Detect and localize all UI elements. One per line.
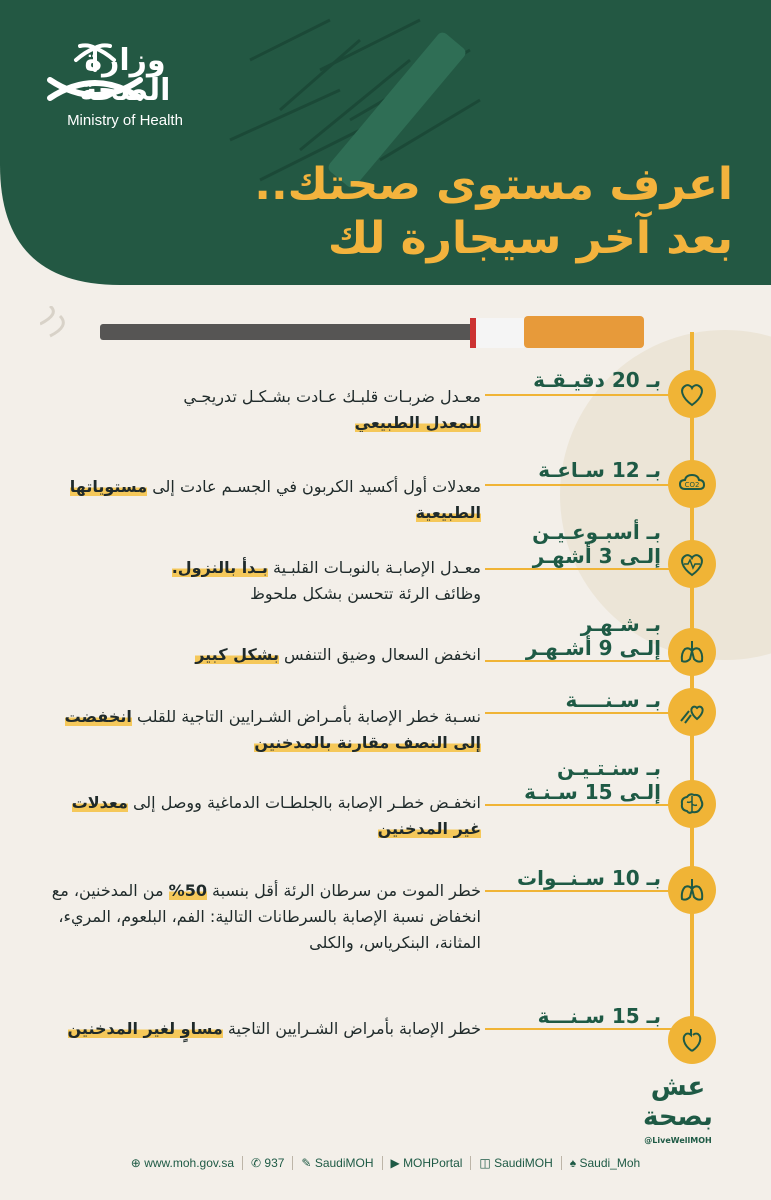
entry-description: [41, 474, 481, 526]
period-label: بـ 12 سـاعـة: [538, 458, 661, 482]
footer-youtube-text: MOHPortal: [403, 1156, 463, 1170]
desc-text: معدلات أول أكسيد الكربون في الجسـم عادت إلى: [152, 477, 481, 496]
desc-text: نسـبة خطر الإصابة بأمـراض الشـرايين التاجية للقلب: [136, 707, 481, 726]
desc-highlight: معدلات غير المدخنين: [71, 793, 481, 838]
footer-contacts: [0, 1148, 771, 1178]
cigarette-illustration: [40, 306, 650, 356]
desc-text: معـدل ضربـات قلبـك عـادت بشـكـل تدريجـي: [183, 387, 481, 406]
desc-text-2: من المدخنين، مع انخفاض نسبة الإصابة بالسرطانات التالية: الفم، البلعوم، المريء، المثانة، البنكرياس، والكلى: [51, 881, 481, 952]
period-label: بـ شـهـر: [580, 612, 661, 636]
globe-icon: ⊕: [130, 1156, 145, 1170]
period-underline: [485, 890, 690, 892]
logo-english: Ministry of Health: [67, 112, 183, 129]
heart-icon: [668, 370, 716, 418]
brain-icon: [668, 780, 716, 828]
period-label: بـ أسبـوعـيـن: [532, 520, 661, 544]
period-label-2: إلـى 15 سـنـة: [524, 780, 661, 804]
period-underline: [485, 712, 690, 714]
period-label: بـ 20 دقيـقـة: [533, 368, 661, 392]
entry-description: [41, 704, 481, 756]
lungs-icon: [668, 628, 716, 676]
footer-twitter[interactable]: [292, 1156, 381, 1170]
desc-highlight: 50%: [168, 881, 207, 900]
footer-instagram[interactable]: [470, 1156, 560, 1170]
heart-pulse-icon: [668, 540, 716, 588]
desc-text: انخفض السعال وضيق التنفس: [284, 645, 481, 664]
brand-line-2: بصحة: [643, 1102, 713, 1132]
entry-description: [41, 790, 481, 842]
footer-website[interactable]: [123, 1156, 242, 1170]
moh-logo: [40, 40, 210, 129]
footer-website-text: www.moh.gov.sa: [144, 1156, 234, 1170]
desc-highlight: مستوياتها الطبيعية: [69, 477, 481, 522]
period-label-2: إلـى 9 أشـهـر: [525, 636, 661, 660]
entry-description: [41, 384, 481, 436]
period-label: بـ 15 سـنـــة: [537, 1004, 661, 1028]
header-banner: [0, 0, 771, 285]
footer-snapchat-text: Saudi_Moh: [579, 1156, 641, 1170]
period-underline: [485, 1028, 690, 1030]
period-underline: [485, 484, 690, 486]
heart-ecg-icon: [668, 688, 716, 736]
period-underline: [485, 804, 690, 806]
desc-text: خطر الإصابة بأمراض الشـرايين التاجية: [227, 1019, 481, 1038]
desc-highlight: انخفضت إلى النصف مقارنة بالمدخنين: [64, 707, 481, 752]
entry-description: [41, 642, 481, 668]
instagram-icon: ◫: [479, 1156, 495, 1170]
twitter-icon: ✎: [301, 1156, 315, 1170]
desc-text-2: وظائف الرئة تتحسن بشكل ملحوظ: [250, 584, 481, 603]
title-line-1: اعرف مستوى صحتك..: [254, 159, 733, 210]
palm-swords-icon: [40, 40, 150, 110]
desc-highlight: بـدأ بالنزول.: [171, 558, 268, 577]
co2-icon: [668, 460, 716, 508]
footer-snapchat[interactable]: [561, 1156, 648, 1170]
footer-twitter-text: SaudiMOH: [314, 1156, 374, 1170]
entry-description: [41, 1016, 481, 1042]
svg-text:CO2: CO2: [684, 481, 700, 489]
entry-description: [41, 555, 481, 607]
period-label: بـ سـنــــة: [565, 688, 661, 712]
brand-hashtag: @LiveWellMOH: [644, 1136, 712, 1145]
footer-instagram-text: SaudiMOH: [494, 1156, 553, 1170]
period-underline: [485, 394, 690, 396]
entry-description: [41, 878, 481, 956]
desc-text: خطر الموت من سرطان الرئة أقل بنسبة: [212, 881, 481, 900]
heart-artery-icon: [668, 1016, 716, 1064]
desc-highlight: للمعدل الطبيعي: [354, 413, 481, 432]
snapchat-icon: ♠: [569, 1156, 580, 1170]
live-well-brand: [628, 1072, 728, 1145]
desc-text: انخفـض خطـر الإصابة بالجلطـات الدماغية ووصل إلى: [132, 793, 481, 812]
footer-phone[interactable]: [242, 1156, 292, 1170]
brand-line-1: عش: [650, 1072, 706, 1102]
desc-text: معـدل الإصابـة بالنوبـات القلبـية: [272, 558, 481, 577]
footer-youtube[interactable]: [382, 1156, 471, 1170]
youtube-icon: ▶: [390, 1156, 404, 1170]
period-label-2: إلـى 3 أشهـر: [532, 544, 661, 568]
period-label: بـ سنـتـيـن: [557, 756, 661, 780]
title-line-2: بعد آخر سيجارة لك: [327, 213, 733, 264]
lungs-check-icon: [668, 866, 716, 914]
phone-icon: ✆: [251, 1156, 265, 1170]
period-underline: [485, 660, 690, 662]
period-underline: [485, 568, 690, 570]
desc-highlight: مساوٍ لغير المدخنين: [67, 1019, 223, 1038]
desc-highlight: بشكل كبير: [195, 645, 279, 664]
footer-phone-text: 937: [264, 1156, 285, 1170]
page-title: [254, 158, 733, 266]
period-label: بـ 10 سـنــوات: [517, 866, 661, 890]
logo-arabic: وزارة الصحة: [79, 43, 171, 108]
